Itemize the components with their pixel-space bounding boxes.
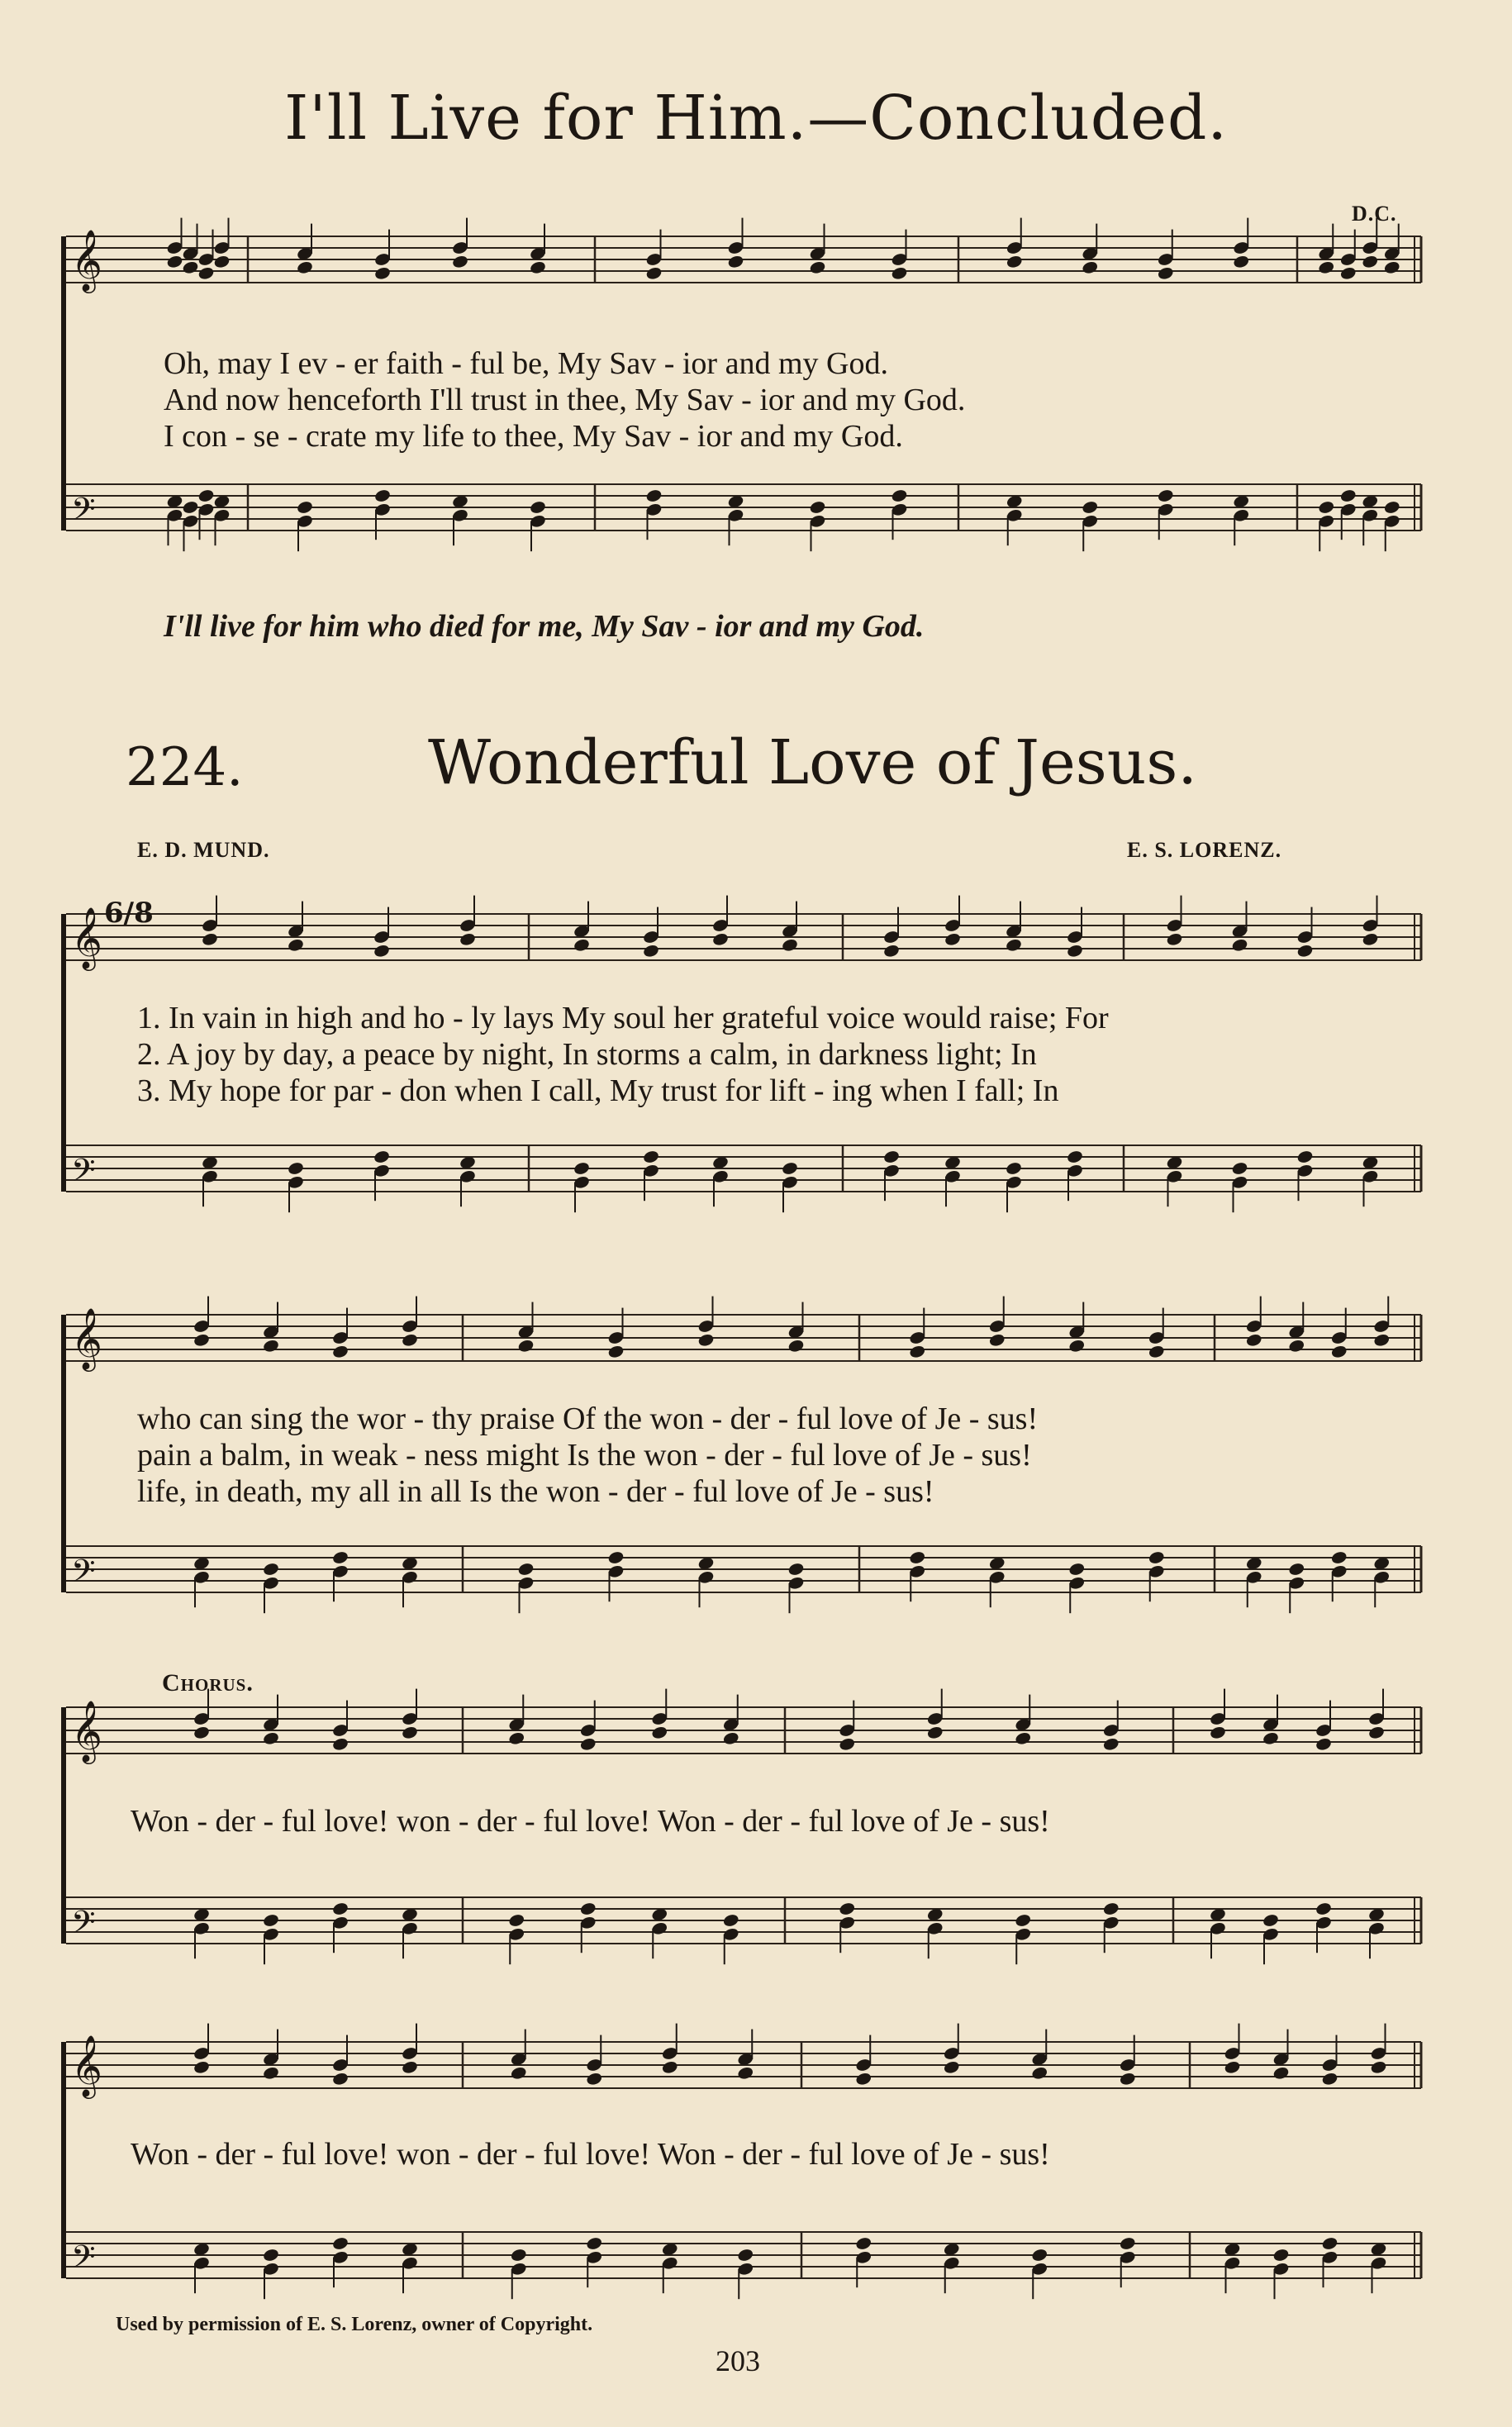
svg-text:𝄞: 𝄞 [71,1308,102,1370]
copyright-credit: Used by permission of E. S. Lorenz, owner of Copyright. [116,2314,593,2335]
top-lyric-verse-2: And now henceforth I'll trust in thee, My Sav - ior and my God. [164,383,966,417]
verse-line1-verse-1: 1. In vain in high and ho - ly lays My soul her grateful voice would raise; For [137,1001,1109,1035]
page-number: 203 [716,2344,760,2377]
hymn-number: 224. [126,737,244,798]
da-capo-marking: D.C. [1352,202,1397,226]
verse-line2-verse-2: pain a balm, in weak - ness might Is the won - der - ful love of Je - sus! [137,1438,1032,1473]
svg-text:𝄞: 𝄞 [71,230,102,292]
verse-line1-verse-3: 3. My hope for par - don when I call, My trust for lift - ing when I fall; In [137,1073,1059,1108]
svg-text:𝄢: 𝄢 [71,1552,96,1597]
chorus-line-1: Won - der - ful love! won - der - ful love! Won - der - ful love of Je - sus! [131,1804,1050,1839]
top-bass-lyric: I'll live for him who died for me, My Sav - ior and my God. [164,609,925,644]
words-credit: E. D. MUND. [137,838,270,862]
time-signature: 6/8 [104,897,154,930]
hymn-title: Wonderful Love of Jesus. [428,727,1197,798]
verse-line2-verse-1: who can sing the wor - thy praise Of the won - der - ful love of Je - sus! [137,1401,1039,1436]
chorus-staff-1-graphic [0,1702,1512,2000]
verse-line1-verse-2: 2. A joy by day, a peace by night, In storms a calm, in darkness light; In [137,1037,1037,1072]
svg-text:𝄢: 𝄢 [71,1903,96,1949]
chorus-system-1 [0,1702,1512,2000]
chorus-system-2 [0,2037,1512,2310]
top-hymn-title: I'll Live for Him.—Concluded. [284,83,1228,154]
chorus-staff-2-graphic [0,2037,1512,2310]
svg-text:𝄢: 𝄢 [71,490,96,535]
svg-text:𝄢: 𝄢 [71,1151,96,1197]
chorus-line-2: Won - der - ful love! won - der - ful love! Won - der - ful love of Je - sus! [131,2137,1050,2172]
music-credit: E. S. LORENZ. [1127,838,1282,862]
svg-text:𝄞: 𝄞 [71,907,102,969]
chorus-label: Chorus. [162,1669,254,1697]
verse-system-2 [0,1293,1512,1657]
svg-text:𝄞: 𝄞 [71,2035,102,2097]
svg-text:𝄞: 𝄞 [71,1701,102,1763]
top-lyric-verse-1: Oh, may I ev - er faith - ful be, My Sav - ior and my God. [164,346,888,381]
top-lyric-verse-3: I con - se - crate my life to thee, My Sav - ior and my God. [164,419,903,454]
svg-text:𝄢: 𝄢 [71,2238,96,2283]
verse-line2-verse-3: life, in death, my all in all Is the won - der - ful love of Je - sus! [137,1474,934,1509]
verse-system-1 [0,892,1512,1256]
top-music-system [0,202,1512,644]
